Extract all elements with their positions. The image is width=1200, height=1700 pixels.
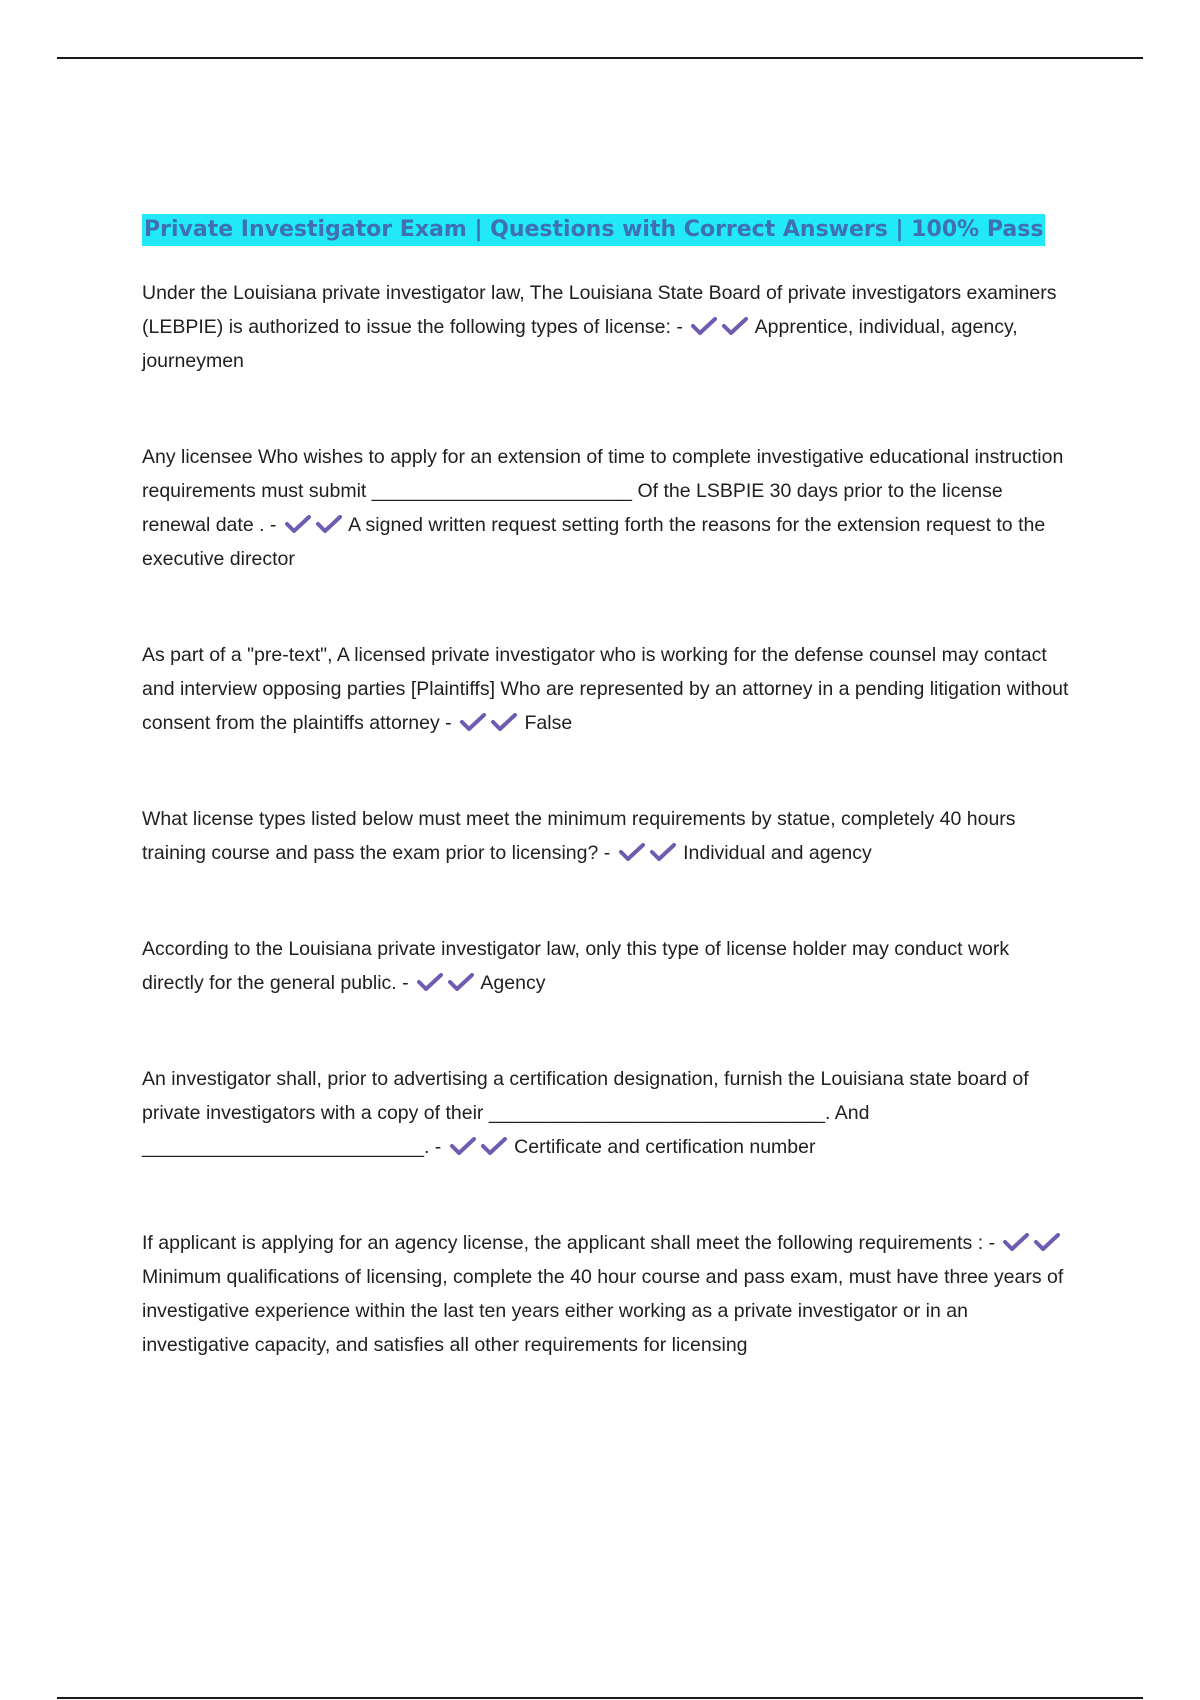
check-mark-icon xyxy=(285,515,311,533)
check-mark-icon xyxy=(491,713,517,731)
answer-marker xyxy=(1003,1226,1060,1260)
answer-text: A signed written request setting forth the reasons for the extension request to the executive director xyxy=(142,514,1046,570)
qa-item-1 xyxy=(142,276,1072,378)
bottom-divider xyxy=(57,1697,1143,1699)
qa-item-5 xyxy=(142,932,1072,1000)
check-mark-icon xyxy=(1003,1233,1029,1251)
answer-marker xyxy=(460,706,517,740)
qa-item-4 xyxy=(142,802,1072,870)
check-mark-icon xyxy=(691,317,717,335)
answer-text: Apprentice, individual, agency, journeymen xyxy=(142,316,1018,372)
qa-item-2 xyxy=(142,440,1072,576)
question-text: Any licensee Who wishes to apply for an extension of time to complete investigative educational instruction requirements must submit ________________________ Of the LSBPIE 30 days prior to the license renewal date . - xyxy=(142,446,1064,536)
check-mark-icon xyxy=(481,1137,507,1155)
question-text: As part of a "pre-text", A licensed private investigator who is working for the defense counsel may contact and interview opposing parties [Plaintiffs] Who are represented by an attorney in a pending litigation without consent from the plaintiffs attorney - xyxy=(142,644,1069,734)
qa-item-6 xyxy=(142,1062,1072,1164)
question-text: What license types listed below must meet the minimum requirements by statue, completely 40 hours training course and pass the exam prior to licensing? - xyxy=(142,808,1016,864)
check-mark-icon xyxy=(460,713,486,731)
check-mark-icon xyxy=(722,317,748,335)
question-text: If applicant is applying for an agency license, the applicant shall meet the following requirements : - xyxy=(142,1232,996,1254)
qa-item-3 xyxy=(142,638,1072,740)
check-mark-icon xyxy=(619,843,645,861)
answer-text: Certificate and certification number xyxy=(514,1136,816,1158)
check-mark-icon xyxy=(448,973,474,991)
answer-text: False xyxy=(524,712,573,734)
check-mark-icon xyxy=(417,973,443,991)
answer-marker xyxy=(691,310,748,344)
question-text: Under the Louisiana private investigator law, The Louisiana State Board of private investigators examiners (LEBPIE) is authorized to issue the following types of license: - xyxy=(142,282,1057,338)
check-mark-icon xyxy=(316,515,342,533)
answer-text: Minimum qualifications of licensing, complete the 40 hour course and pass exam, must have three years of investigative experience within the last ten years either working as a private investigator or in an investigative capacity, and satisfies all other requirements for licensing xyxy=(142,1266,1064,1356)
answer-marker xyxy=(417,966,474,1000)
qa-item-7 xyxy=(142,1226,1072,1362)
answer-marker xyxy=(619,836,676,870)
document-title: Private Investigator Exam | Questions with Correct Answers | 100% Pass xyxy=(142,214,1045,246)
answer-text: Individual and agency xyxy=(683,842,872,864)
check-mark-icon xyxy=(650,843,676,861)
question-text: An investigator shall, prior to advertising a certification designation, furnish the Louisiana state board of private investigators with a copy of their _______________________________. And __________________________. - xyxy=(142,1068,1029,1158)
check-mark-icon xyxy=(450,1137,476,1155)
question-text: According to the Louisiana private investigator law, only this type of license holder may conduct work directly for the general public. - xyxy=(142,938,1010,994)
answer-text: Agency xyxy=(480,972,546,994)
answer-marker xyxy=(285,508,342,542)
top-divider xyxy=(57,57,1143,59)
answer-marker xyxy=(450,1130,507,1164)
document-body xyxy=(142,214,1072,1424)
check-mark-icon xyxy=(1034,1233,1060,1251)
